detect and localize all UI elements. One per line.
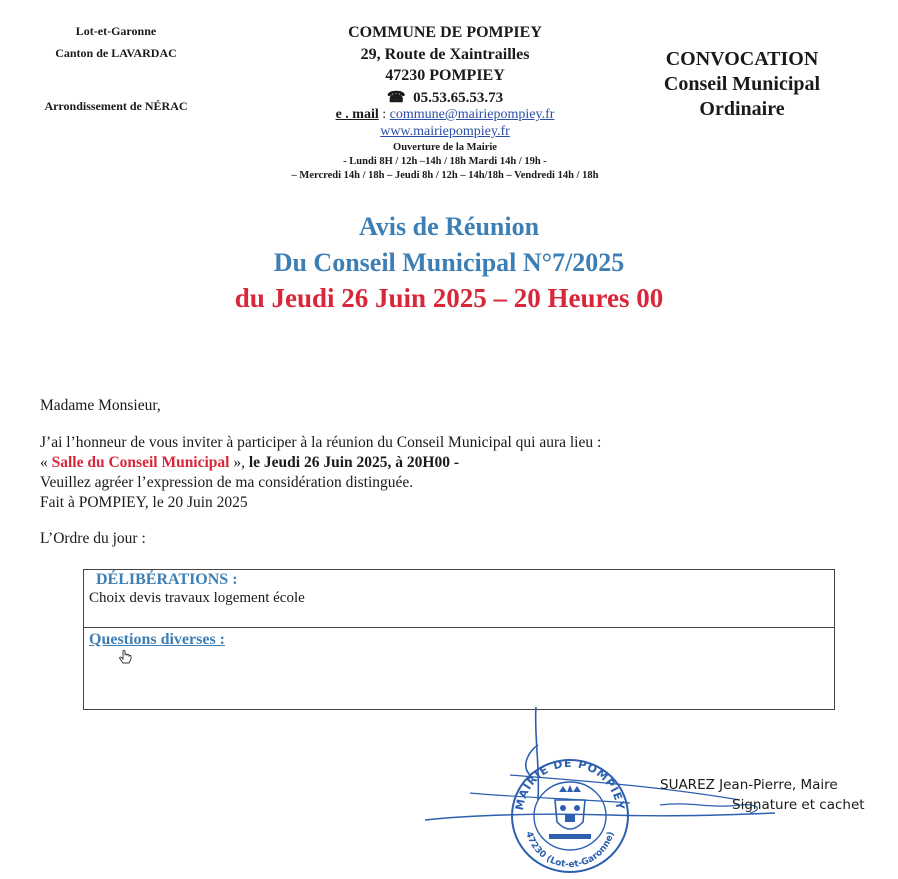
notice-title: Avis de Réunion: [358, 212, 540, 241]
salutation: Madame Monsieur,: [40, 397, 161, 414]
council-number-title: Du Conseil Municipal N°7/2025: [273, 248, 625, 277]
convocation-subtitle: Conseil Municipal: [663, 73, 821, 95]
hand-cursor-icon: [118, 650, 134, 668]
commune-name: COMMUNE DE POMPIEY: [348, 24, 542, 41]
commune-street: 29, Route de Xaintrailles: [360, 46, 530, 63]
quote-close: »,: [229, 454, 249, 471]
signature-caption: Signature et cachet: [732, 797, 865, 813]
website-line: [230, 124, 660, 140]
questions-title: Questions diverses :: [89, 631, 225, 648]
venue-line: [40, 453, 459, 472]
quote-open: «: [40, 454, 52, 471]
deliberations-title: DÉLIBÉRATIONS :: [96, 571, 238, 588]
arrondissement-label: Arrondissement de NÉRAC: [44, 99, 188, 113]
opening-hours-line1: - Lundi 8H / 12h –14h / 18h Mardi 14h / 19h -: [343, 156, 547, 167]
deliberation-item: Choix devis travaux logement école: [89, 590, 305, 606]
phone-icon: ☎: [386, 90, 406, 106]
stamp-emblem-icon: [549, 785, 591, 839]
email-label: e . mail: [335, 107, 379, 122]
convocation-block: [630, 47, 854, 122]
convocation-type: Ordinaire: [699, 98, 785, 120]
email-separator: :: [378, 107, 390, 122]
venue-name: Salle du Conseil Municipal: [51, 454, 230, 471]
agenda-label: L’Ordre du jour :: [40, 530, 146, 547]
department-label: Lot-et-Garonne: [75, 24, 157, 38]
website-link[interactable]: www.mairiepompiey.fr: [380, 124, 510, 139]
email-line: [230, 107, 660, 123]
invite-text: J’ai l’honneur de vous inviter à participer à la réunion du Conseil Municipal qui aura lieu :: [40, 434, 602, 451]
commune-postal-city: 47230 POMPIEY: [385, 67, 505, 84]
stamp-top-text: MAIRIE DE POMPIEY: [512, 756, 627, 812]
meeting-datetime: le Jeudi 26 Juin 2025, à 20H00 -: [248, 454, 459, 471]
meeting-date-title: du Jeudi 26 Juin 2025 – 20 Heures 00: [234, 283, 664, 313]
stamp-bottom-text: 47230 (Lot-et-Garonne): [523, 830, 617, 871]
canton-label: Canton de LAVARDAC: [55, 46, 177, 60]
mayor-name: SUAREZ Jean-Pierre, Maire: [660, 777, 838, 793]
official-stamp: [505, 752, 635, 877]
email-link[interactable]: commune@mairiepompiey.fr: [389, 107, 555, 122]
svg-text:MAIRIE DE POMPIEY: [513, 757, 627, 811]
convocation-title: CONVOCATION: [665, 48, 819, 70]
place-date: Fait à POMPIEY, le 20 Juin 2025: [40, 494, 248, 511]
regards-text: Veuillez agréer l’expression de ma considération distinguée.: [40, 474, 414, 491]
opening-hours-line2: – Mercredi 14h / 18h – Jeudi 8h / 12h – 14h/18h – Vendredi 14h / 18h: [291, 170, 599, 181]
phone-line: [230, 88, 660, 107]
agenda-box: [83, 569, 835, 710]
phone-number: 05.53.65.53.73: [413, 90, 504, 106]
agenda-divider: [84, 627, 834, 628]
opening-title: Ouverture de la Mairie: [393, 142, 497, 153]
